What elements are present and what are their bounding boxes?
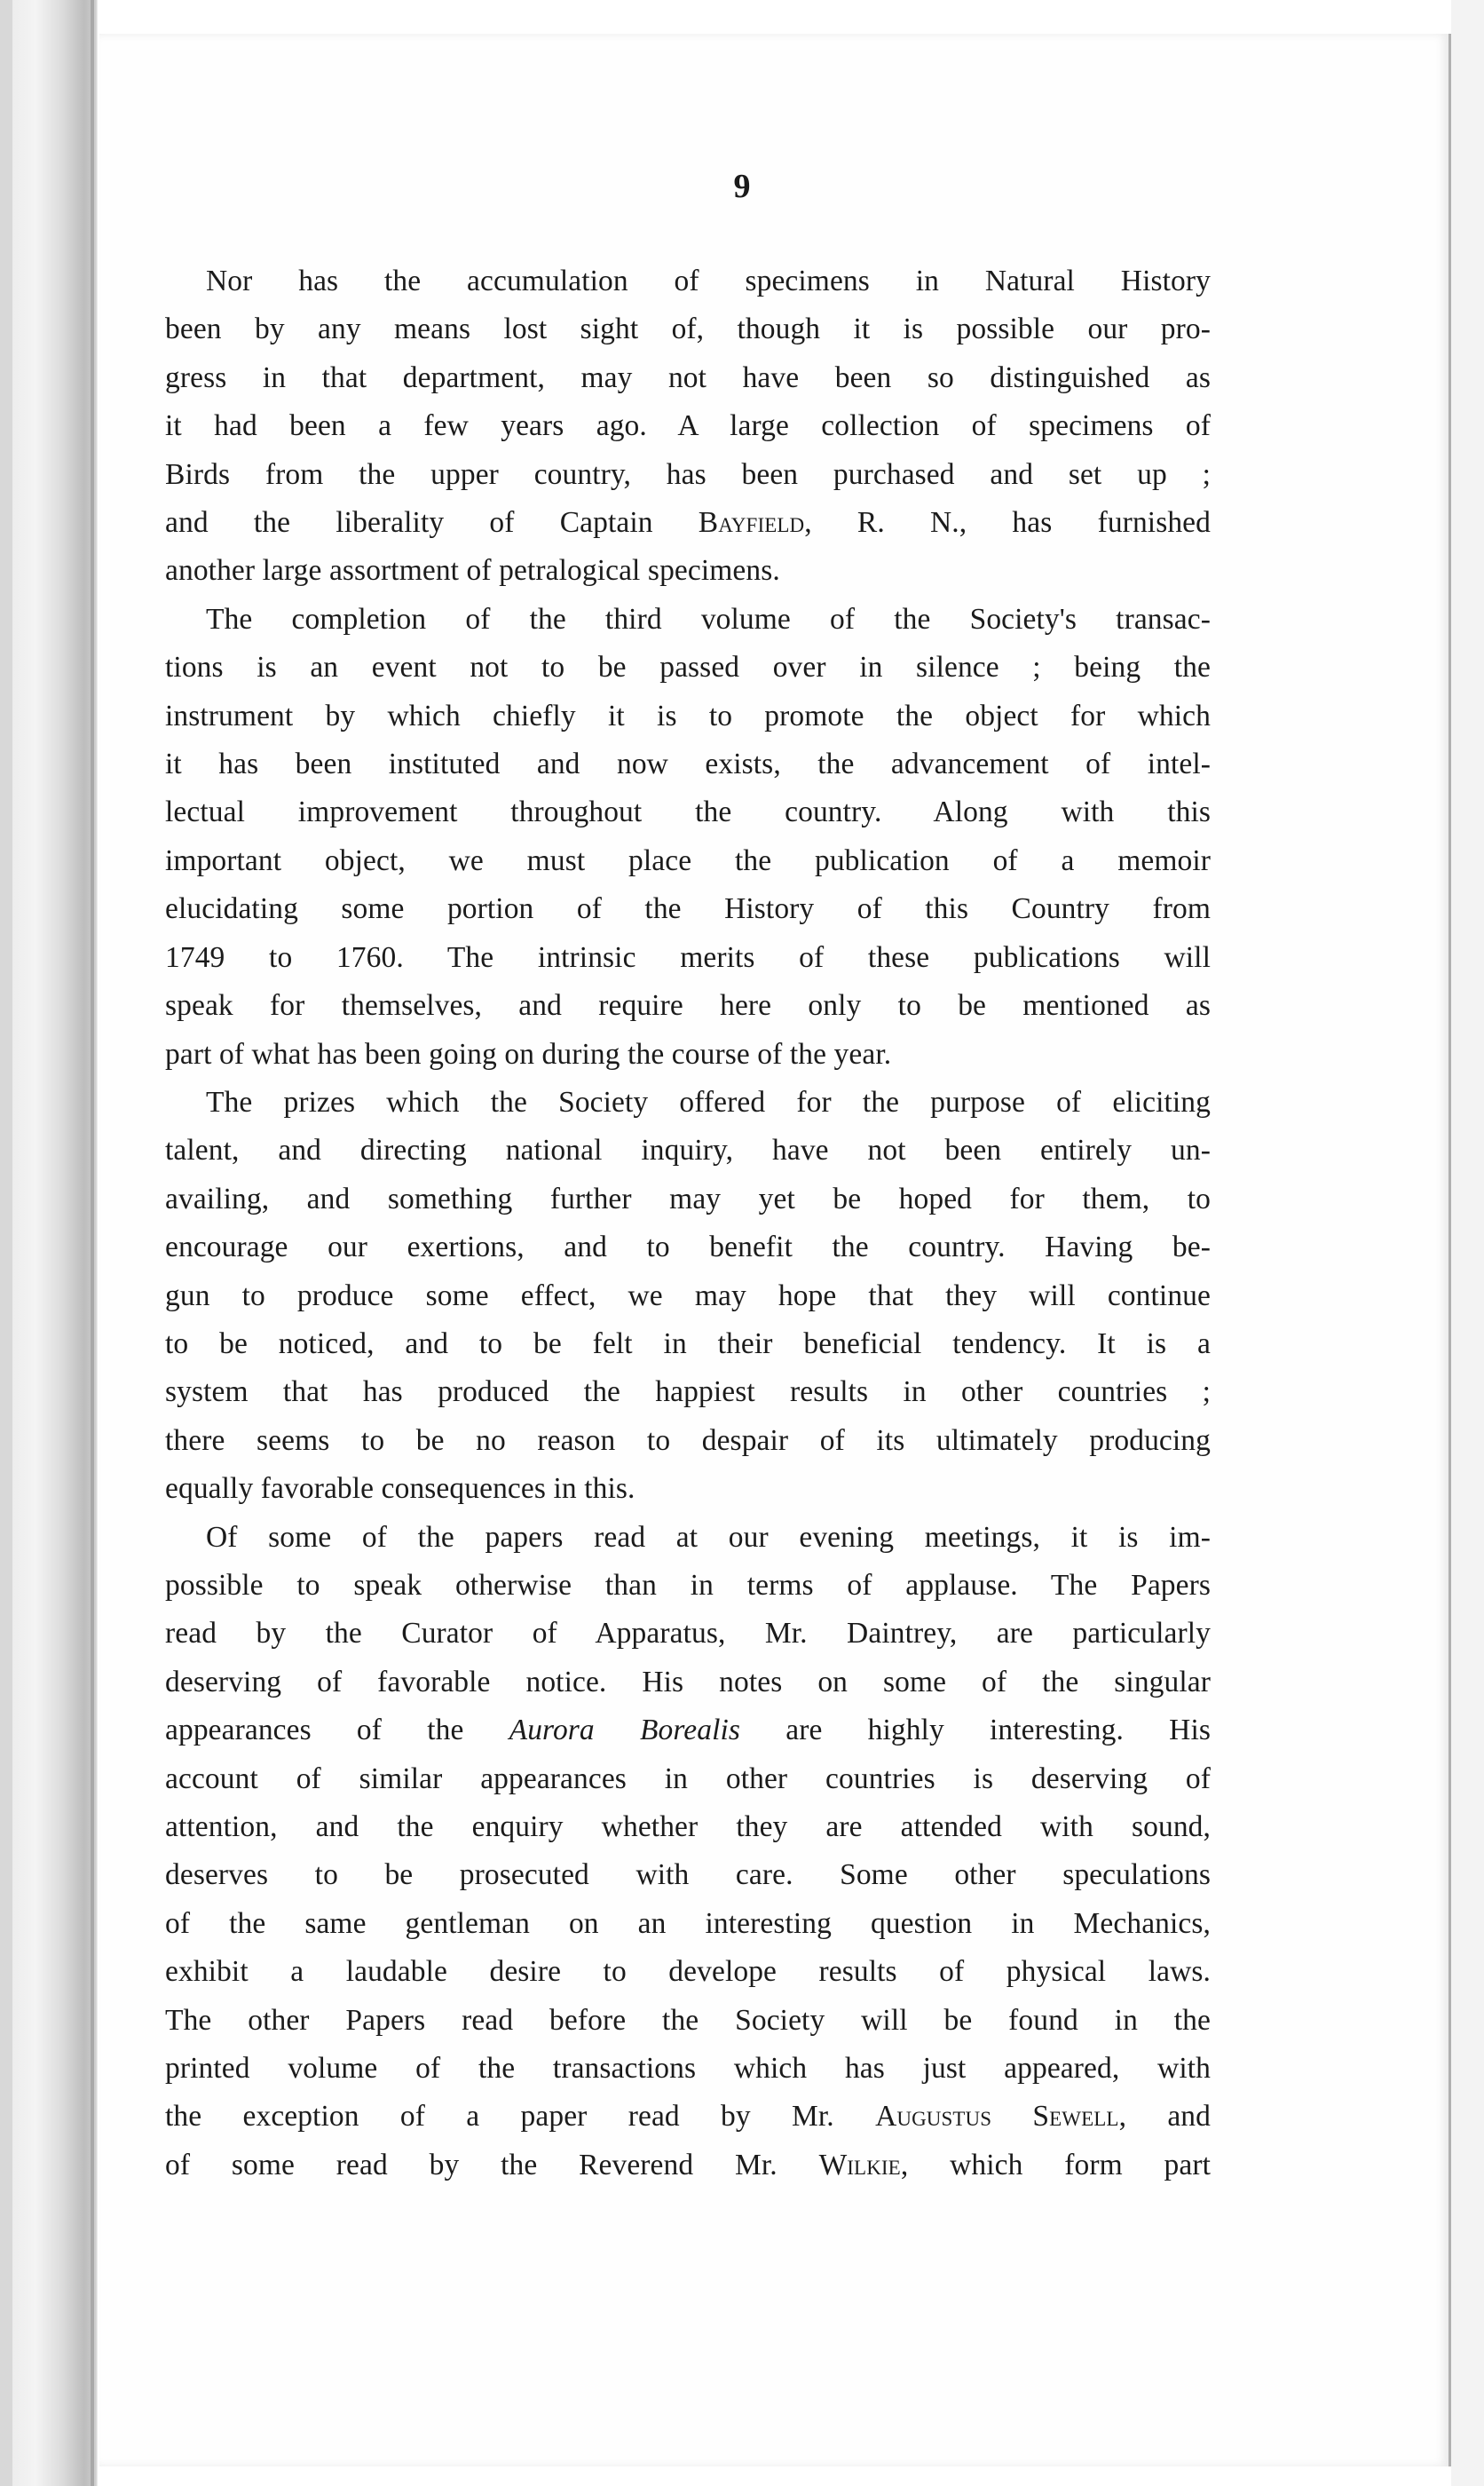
text-line: read by the Curator of Apparatus, Mr. Daintrey, are particularly [165, 1617, 1211, 1651]
text-line: elucidating some portion of the History of this Country from [165, 892, 1211, 926]
text-line: printed volume of the transactions which has just appeared, with [165, 2052, 1211, 2086]
text-line: availing, and something further may yet be hoped for them, to [165, 1182, 1211, 1215]
text-line: deserving of favorable notice. His notes on some of the singular [165, 1665, 1211, 1698]
text-line: appearances of the Aurora Borealis are highly interesting. His [165, 1714, 1211, 1747]
proper-name: Wilkie [818, 2148, 901, 2181]
text-line: another large assortment of petralogical specimens. [165, 554, 780, 588]
page-number: 9 [733, 168, 751, 205]
paragraph [165, 257, 1211, 596]
text-line: system that has produced the happiest results in other countries ; [165, 1375, 1211, 1409]
text-line: The completion of the third volume of the Society's transac- [206, 602, 1211, 636]
text-line: and the liberality of Captain Bayfield, R. N., has furnished [165, 506, 1212, 540]
paragraph [165, 1514, 1211, 2190]
text-line: been by any means lost sight of, though it is possible our pro- [165, 313, 1211, 346]
text-line: part of what has been going on during the course of the year. [165, 1037, 892, 1071]
text-line: there seems to be no reason to despair of its ultimately producing [165, 1423, 1211, 1457]
body-text [165, 257, 1211, 2189]
text-line: gun to produce some effect, we may hope that they will continue [165, 1279, 1211, 1312]
text-line: Nor has the accumulation of specimens in Natural History [206, 265, 1211, 297]
text-line: equally favorable consequences in this. [165, 1472, 635, 1506]
text-line: it had been a few years ago. A large collection of specimens of [165, 409, 1211, 443]
text-line: encourage our exertions, and to benefit the country. Having be- [165, 1231, 1211, 1264]
text-line: attention, and the enquiry whether they are attended with sound, [165, 1810, 1211, 1843]
text-line: instrument by which chiefly it is to promote the object for which [165, 699, 1211, 732]
text-line: it has been instituted and now exists, the advancement of intel- [165, 748, 1211, 781]
binding-gutter [0, 0, 98, 2486]
paragraph [165, 1079, 1211, 1514]
text-line: lectual improvement throughout the country. Along with this [165, 796, 1211, 829]
text-line: the exception of a paper read by Mr. Augustus Sewell, and [165, 2100, 1211, 2134]
text-line: The other Papers read before the Society will be found in the [165, 2003, 1211, 2037]
proper-name: Bayfield [698, 506, 805, 540]
text-line: possible to speak otherwise than in terms of applause. The Papers [165, 1568, 1211, 1602]
text-line: to be noticed, and to be felt in their beneficial tendency. It is a [165, 1326, 1211, 1360]
paragraph [165, 596, 1211, 1079]
italic-term: Aurora Borealis [509, 1714, 741, 1747]
right-margin [1451, 0, 1484, 2486]
binding-shadow-line [91, 0, 94, 2486]
text-line: Birds from the upper country, has been purchased and set up ; [165, 457, 1211, 491]
text-line: of the same gentleman on an interesting question in Mechanics, [165, 1906, 1211, 1940]
text-line: Of some of the papers read at our evening meetings, it is im- [206, 1520, 1211, 1554]
proper-name: Augustus Sewell [875, 2100, 1119, 2134]
text-line: important object, we must place the publication of a memoir [165, 843, 1211, 877]
text-line: gress in that department, may not have been so distinguished as [165, 360, 1211, 394]
text-line: exhibit a laudable desire to develope results of physical laws. [165, 1955, 1211, 1989]
text-line: talent, and directing national inquiry, have not been entirely un- [165, 1134, 1211, 1168]
text-line: 1749 to 1760. The intrinsic merits of these publications will [165, 940, 1211, 974]
previous-page-edge [0, 0, 12, 2486]
text-line: account of similar appearances in other countries is deserving of [165, 1762, 1211, 1795]
text-line: speak for themselves, and require here only to be mentioned as [165, 989, 1211, 1023]
text-line: deserves to be prosecuted with care. Some other speculations [165, 1858, 1211, 1892]
text-line: of some read by the Reverend Mr. Wilkie, which form part [165, 2148, 1211, 2181]
text-line: tions is an event not to be passed over in silence ; being the [165, 651, 1211, 685]
text-line: The prizes which the Society offered for the purpose of eliciting [206, 1085, 1211, 1119]
